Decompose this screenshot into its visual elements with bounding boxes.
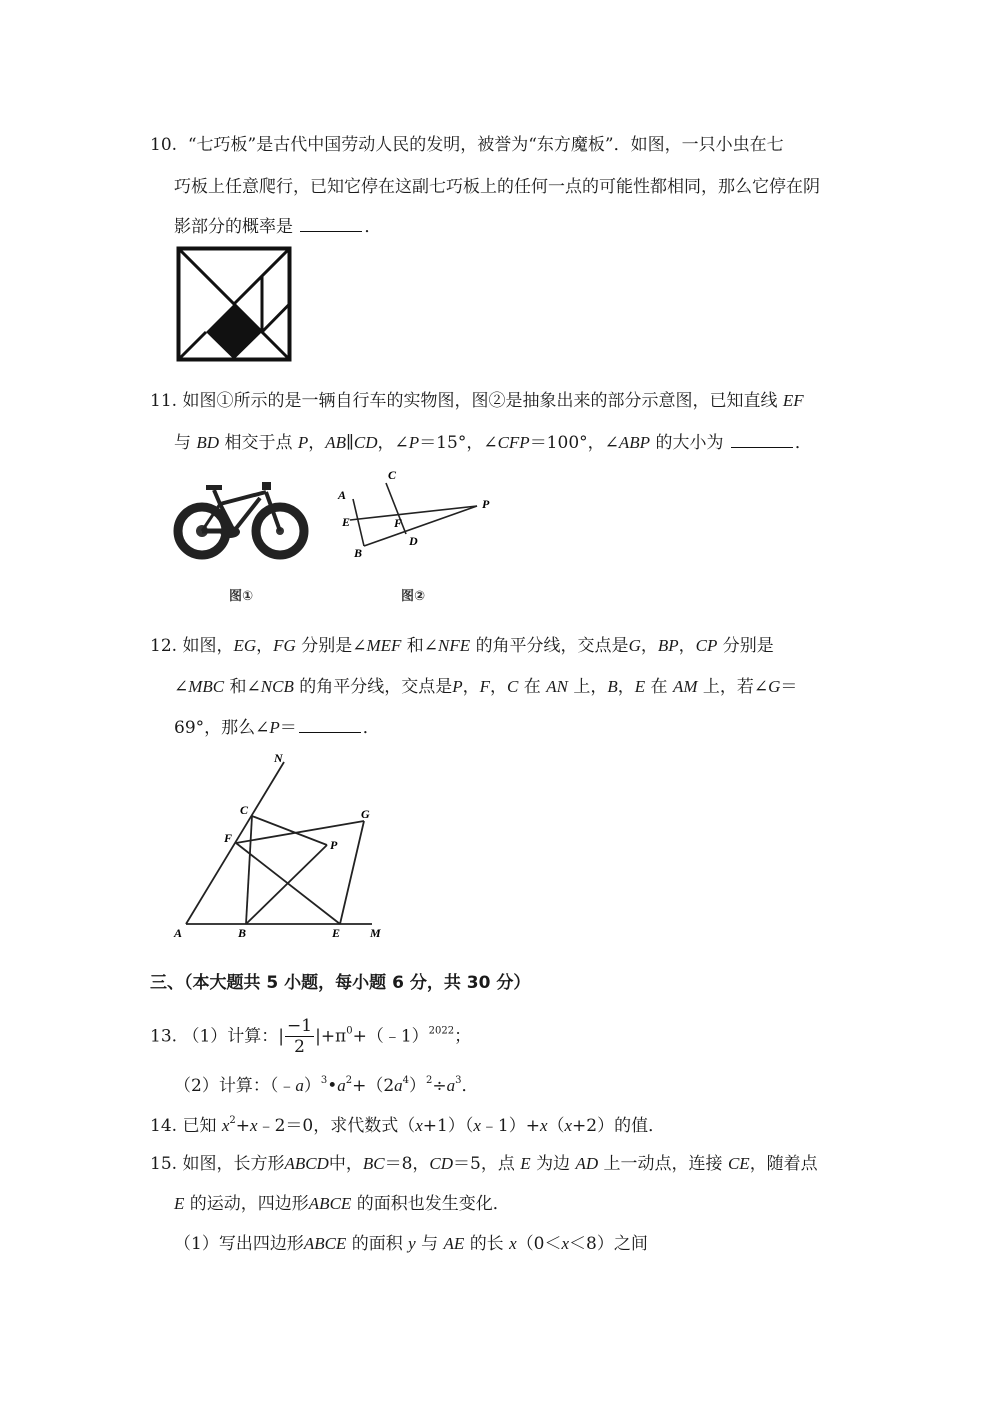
q12-number: 12. bbox=[150, 636, 178, 656]
fraction bbox=[285, 1018, 314, 1056]
q13-var: a bbox=[295, 1076, 304, 1095]
geometry-figure-2 bbox=[334, 466, 514, 561]
q11-var: CD bbox=[353, 433, 378, 452]
q12-t: 和∠ bbox=[229, 677, 261, 697]
q15-t: 的面积 bbox=[351, 1234, 403, 1254]
q15-var: CD bbox=[429, 1154, 454, 1173]
q12-var: CP bbox=[695, 636, 718, 655]
q12-t: ∠ bbox=[174, 677, 189, 697]
q15-var: ABCD bbox=[284, 1154, 329, 1173]
q15-t: 上一动点，连接 bbox=[603, 1154, 723, 1174]
q13-t: （﹣ bbox=[269, 1076, 296, 1096]
q14-t: （ bbox=[547, 1116, 565, 1136]
q15-t: ＜8）之间 bbox=[569, 1234, 648, 1254]
q10-text-3: 影部分的概率是 bbox=[174, 217, 293, 237]
q12-t: 69°，那么∠ bbox=[174, 718, 270, 738]
q11-answer-blank[interactable] bbox=[731, 433, 793, 448]
q15-var: y bbox=[408, 1234, 416, 1253]
label-P: P bbox=[330, 838, 338, 852]
q13-exp: 2 bbox=[345, 1075, 353, 1086]
q12-var: F bbox=[479, 677, 491, 696]
q14-t: +1）（ bbox=[422, 1116, 474, 1136]
q11-line1 bbox=[150, 390, 804, 412]
fraction-denominator: 2 bbox=[294, 1037, 305, 1057]
q15-t: 的面积也发生变化． bbox=[356, 1194, 510, 1214]
q13-exp: 2022 bbox=[428, 1025, 455, 1037]
q12-t: ， bbox=[678, 636, 696, 656]
q11-t: ，∠ bbox=[377, 433, 409, 453]
q12-var: NCB bbox=[260, 677, 294, 696]
q14-number: 14. bbox=[150, 1116, 178, 1136]
q11-t: 相交于点 bbox=[224, 433, 293, 453]
label-F: F bbox=[394, 516, 403, 530]
abs-close: | bbox=[315, 1026, 321, 1047]
q15-line3 bbox=[174, 1233, 648, 1255]
q14-t: 已知 bbox=[182, 1116, 217, 1136]
section-3-title: 三、（本大题共 5 小题，每小题 6 分，共 30 分） bbox=[150, 973, 531, 993]
q13-t: ÷ bbox=[432, 1076, 447, 1096]
q15-t: （0＜ bbox=[516, 1234, 562, 1254]
q14-line bbox=[150, 1115, 665, 1137]
q15-var: x bbox=[509, 1234, 517, 1253]
q13-var: a bbox=[394, 1076, 403, 1095]
q13-exp: 3 bbox=[455, 1075, 462, 1086]
q12-t: ＝ bbox=[279, 718, 297, 738]
q13-t: ） bbox=[409, 1076, 427, 1096]
q12-period: ． bbox=[362, 718, 380, 738]
label-E: E bbox=[342, 515, 351, 529]
q13-t: +（2 bbox=[352, 1076, 395, 1096]
q11-var: P bbox=[297, 433, 309, 452]
q11-text-1: 如图①所示的是一辆自行车的实物图，图②是抽象出来的部分示意图，已知直线 bbox=[182, 391, 778, 411]
label-C: C bbox=[240, 803, 249, 817]
q12-line2 bbox=[174, 676, 797, 698]
q14-t: ﹣1）+ bbox=[480, 1116, 540, 1136]
q12-t: ， bbox=[490, 677, 508, 697]
fraction-numerator: −1 bbox=[287, 1016, 313, 1036]
q12-var: E bbox=[634, 677, 646, 696]
q12-line3 bbox=[174, 717, 380, 739]
q12-var: C bbox=[507, 677, 519, 696]
q14-var: x bbox=[564, 1116, 573, 1135]
q11-line2 bbox=[174, 432, 812, 454]
q15-var: CE bbox=[727, 1154, 750, 1173]
q15-t: 如图，长方形 bbox=[182, 1154, 285, 1174]
q15-t: 中， bbox=[328, 1154, 363, 1174]
q12-var: BP bbox=[657, 636, 679, 655]
q13-t: ； bbox=[454, 1026, 472, 1047]
q15-var: E bbox=[520, 1154, 531, 1173]
q12-var: MEF bbox=[366, 636, 402, 655]
q13-t: • bbox=[327, 1076, 338, 1096]
q11-var: CFP bbox=[497, 433, 530, 452]
q11-var: P bbox=[408, 433, 420, 452]
q15-t: （1）写出四边形 bbox=[174, 1234, 304, 1254]
q13-var: a bbox=[446, 1076, 456, 1095]
figure-2-caption: 图② bbox=[401, 589, 426, 604]
q12-t: 上， bbox=[573, 677, 608, 697]
q14-t: +2）的值． bbox=[572, 1116, 666, 1136]
q12-t: 在 bbox=[523, 677, 541, 697]
q12-var: MBC bbox=[188, 677, 225, 696]
q12-t: 在 bbox=[650, 677, 668, 697]
q14-var: x bbox=[250, 1116, 258, 1135]
q12-t: ＝ bbox=[780, 677, 798, 697]
q14-var: x bbox=[221, 1116, 230, 1135]
q15-line1 bbox=[150, 1153, 818, 1175]
q14-var: x bbox=[415, 1116, 423, 1135]
q15-t: 与 bbox=[421, 1234, 439, 1254]
q12-t: ， bbox=[640, 636, 658, 656]
q10-line2 bbox=[174, 176, 820, 198]
bicycle-figure bbox=[172, 476, 312, 566]
label-E: E bbox=[332, 926, 341, 938]
q15-t: ，随着点 bbox=[749, 1154, 818, 1174]
q10-period: ． bbox=[364, 217, 382, 237]
q10-number: 10. bbox=[150, 135, 178, 155]
tangram-figure bbox=[176, 246, 292, 362]
q11-period: ． bbox=[794, 433, 812, 453]
q13-part1-label: （1）计算： bbox=[182, 1026, 279, 1047]
q12-t: ， bbox=[617, 677, 635, 697]
q15-t: 的长 bbox=[469, 1234, 504, 1254]
q10-text-2: 巧板上任意爬行，已知它停在这副七巧板上的任何一点的可能性都相同，那么它停在阴 bbox=[174, 177, 820, 197]
q15-var: ABCE bbox=[303, 1234, 347, 1253]
q12-t: 分别是 bbox=[722, 636, 774, 656]
q13-t: ． bbox=[461, 1076, 479, 1096]
q13-t: ） bbox=[303, 1076, 321, 1096]
label-C: C bbox=[388, 468, 397, 482]
q12-var: EG bbox=[233, 636, 257, 655]
label-D: D bbox=[409, 534, 418, 548]
q12-answer-blank[interactable] bbox=[299, 718, 361, 733]
q14-t: ﹣2＝0，求代数式（ bbox=[257, 1116, 416, 1136]
q11-var: BD bbox=[196, 433, 220, 452]
q12-var: NFE bbox=[438, 636, 471, 655]
figure-1-caption: 图① bbox=[229, 589, 254, 604]
q14-t: + bbox=[235, 1116, 251, 1136]
q14-exp: 2 bbox=[229, 1115, 236, 1126]
q13-var: a bbox=[337, 1076, 346, 1095]
q15-line2 bbox=[174, 1193, 510, 1215]
q12-var: P bbox=[452, 677, 463, 696]
label-N: N bbox=[274, 751, 283, 765]
q12-t: ， bbox=[462, 677, 480, 697]
q13-part1 bbox=[150, 1018, 471, 1064]
q12-t: 如图， bbox=[182, 636, 234, 656]
q13-exp: 2 bbox=[426, 1075, 433, 1086]
q13-exp: 0 bbox=[346, 1025, 353, 1037]
q15-var: ABCE bbox=[308, 1194, 352, 1213]
q11-t: ， bbox=[308, 433, 326, 453]
label-A: A bbox=[174, 926, 183, 938]
q12-var: FG bbox=[273, 636, 296, 655]
q12-var: P bbox=[269, 718, 280, 737]
q11-t: 与 bbox=[174, 433, 191, 453]
q11-t: ∥ bbox=[346, 433, 354, 453]
q11-number: 11. bbox=[150, 391, 178, 411]
q11-var: AB bbox=[325, 433, 347, 452]
q10-answer-blank[interactable] bbox=[300, 217, 362, 232]
label-M: M bbox=[370, 926, 381, 938]
label-A: A bbox=[338, 488, 347, 502]
abs-open: | bbox=[278, 1026, 285, 1047]
q15-var: AE bbox=[443, 1234, 465, 1253]
q10-line1 bbox=[150, 134, 784, 156]
q15-var: BC bbox=[362, 1154, 385, 1173]
q12-var: AN bbox=[546, 677, 568, 696]
q12-line1 bbox=[150, 635, 774, 657]
label-B: B bbox=[238, 926, 247, 938]
q13-number: 13. bbox=[150, 1026, 178, 1047]
q15-number: 15. bbox=[150, 1154, 178, 1174]
q15-t: ＝8， bbox=[384, 1154, 430, 1174]
label-B: B bbox=[354, 546, 363, 560]
q12-t: ， bbox=[256, 636, 274, 656]
q14-var: x bbox=[539, 1116, 548, 1135]
geometry-figure-q12 bbox=[172, 748, 392, 938]
q15-t: 的运动，四边形 bbox=[189, 1194, 309, 1214]
label-G: G bbox=[361, 807, 370, 821]
q15-t: ＝5，点 bbox=[453, 1154, 515, 1174]
q13-part2-label: （2）计算： bbox=[174, 1076, 270, 1096]
q15-var: E bbox=[174, 1194, 185, 1213]
q12-var: G bbox=[628, 636, 641, 655]
q12-var: AM bbox=[672, 677, 698, 696]
q12-var: G bbox=[768, 677, 781, 696]
q11-t: ＝100°，∠ bbox=[529, 433, 619, 453]
q13-exp: 3 bbox=[320, 1075, 328, 1086]
q13-t: +π bbox=[320, 1026, 347, 1047]
q12-t: 分别是∠ bbox=[301, 636, 367, 656]
q12-var: B bbox=[607, 677, 618, 696]
q12-t: 的角平分线，交点是 bbox=[299, 677, 453, 697]
q12-t: 和∠ bbox=[406, 636, 439, 656]
label-P: P bbox=[482, 497, 490, 511]
q12-t: 的角平分线，交点是 bbox=[475, 636, 629, 656]
q13-part2 bbox=[174, 1075, 479, 1097]
q10-line3 bbox=[174, 216, 381, 238]
q13-exp: 4 bbox=[402, 1075, 410, 1086]
q15-var: x bbox=[561, 1234, 570, 1253]
q11-t: ＝15°，∠ bbox=[419, 433, 498, 453]
q15-var: AD bbox=[575, 1154, 599, 1173]
q10-text-1: “七巧板”是古代中国劳动人民的发明，被誉为“东方魔板”．如图，一只小虫在七 bbox=[187, 135, 784, 155]
label-F: F bbox=[224, 831, 233, 845]
q12-t: 上，若∠ bbox=[702, 677, 769, 697]
q14-var: x bbox=[473, 1116, 481, 1135]
q13-t: +（﹣1） bbox=[352, 1026, 429, 1047]
q15-t: 为边 bbox=[536, 1154, 571, 1174]
q11-var-ef: EF bbox=[782, 391, 804, 410]
q11-t: 的大小为 bbox=[655, 433, 724, 453]
q11-var: ABP bbox=[618, 433, 651, 452]
